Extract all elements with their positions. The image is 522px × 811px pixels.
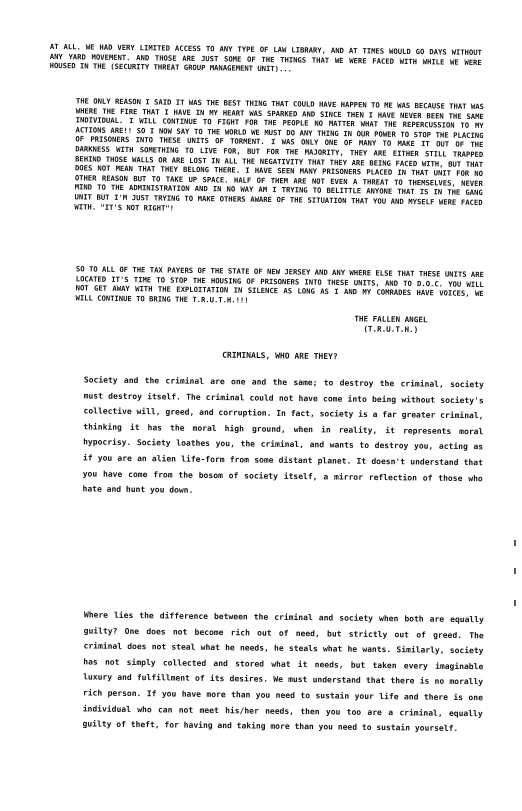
essay-paragraph [48, 372, 483, 502]
letter-paragraph-opening: AT ALL. WE HAD VERY LIMITED ACCESS TO ANY TYPE OF LAW LIBRARY, AND AT TIMES WOULD GO DAYS WITHOUT ANY YARD MOVEMENT. AND THOSE ARE JUST SOME OF THE THINGS THAT WE WERE FACED WITH WHILE WE WERE HOUSED IN THE (SECURITY THREAT GROUP MANAGEMENT UNIT)... [49, 42, 482, 74]
signature-name: THE FALLEN ANGEL [354, 314, 428, 325]
scan-margin-marks [512, 540, 518, 620]
essay-heading: CRIMINALS, WHO ARE THEY? [222, 350, 338, 362]
letter-text [48, 96, 484, 217]
letter-paragraph-reason: THE ONLY REASON I SAID IT WAS THE BEST THING THAT COULD HAVE HAPPEN TO ME WAS BECAUSE THAT WAS WHERE THE FIRE THAT I HAVE IN MY HEART WAS SPARKED AND SINCE THEN I HAVE NEVER BEEN THE SAME INDIVIDUAL. I WILL CONTINUE TO FIGHT FOR THE PEOPLE NO MATTER WHAT THE REPERCUSSION TO MY ACTIONS ARE!! SO I NOW SAY TO THE WORLD WE MUST DO ANY THING IN OUR POWER TO STOP THE PLACING OF PRISONERS INTO THESE UNITS OF TORMENT. I WAS ONLY ONE OF MANY TO MAKE IT OUT OF THE DARKNESS WITH SOMETHING TO LIVE FOR, BUT FOR THE MAJORITY, THEY ARE EITHER STILL TRAPPED BEHIND THOSE WALLS OR ARE LOST IN ALL THE NEGATIVITY THAT THEY ARE BEING FACED WITH, BUT THAT DOES NOT MEAN THAT THEY BELONG THERE. I HAVE SEEN MANY PRISONERS PLACED IN THAT UNIT FOR NO OTHER REASON BUT TO TAKE UP SPACE. HALF OF THEM ARE NOT EVEN A THREAT TO THEMSELVES, NEVER MIND TO THE ADMINISTRATION AND IN NO WAY AM I TRYING TO BELITTLE ANYONE THAT IS IN THE GANG UNIT BUT I'M JUST TRYING TO MAKE OTHERS AWARE OF THE SITUATION THAT YOU AND MYSELF WERE FACED WITH. "IT'S NOT RIGHT"! [74, 96, 484, 213]
letter-signature [336, 314, 446, 336]
essay-paragraph-society: Society and the criminal are one and the same; to destroy the criminal, society must destroy itself. The criminal could not have come into being without society's collective will, greed, and corruption. In fact, society is a far greater criminal, thinking it has the moral high ground, when in reality, it represents moral hypocrisy. Society loathes you, the criminal, and wants to destroy you, acting as if you are an alien life-form from some distant planet. It doesn't understand that you have come from the bosom of society itself, a mirror reflection of those who hate and hunt you down. [82, 375, 484, 495]
essay-paragraph-difference: Where lies the difference between the criminal and society when both are equally guilty? One does not become rich out of need, but strictly out of greed. The criminal does not steal what he needs, he steals what he wants. Similarly, society has not simply collected and stored what it needs, but taken every imaginable luxury and fulfillment of its desires. We must understand that there is no morally rich person. If you have more than you need to sustain your life and there is one individual who can not meet his/her needs, then you too are a criminal, equally guilty of theft, for having and taking more than you need to sustain yourself. [82, 610, 484, 734]
signature-tag: (T.R.U.T.H.) [363, 324, 419, 335]
essay-paragraph [48, 607, 483, 737]
letter-text [50, 42, 482, 77]
letter-paragraph-taxpayers: SO TO ALL OF THE TAX PAYERS OF THE STATE OF NEW JERSEY AND ANY WHERE ELSE THAT THESE UNITS ARE LOCATED IT'S TIME TO STOP THE HOUSING OF PRISONERS INTO THESE UNITS, AND TO D.O.C. YOU WILL NOT GET AWAY WITH THE EXPLOITATION IN SILENCE AS LONG AS I AND MY COMRADES HAVE VOICES, WE WILL CONTINUE TO BRING THE T.R.U.T.H.!!! [75, 264, 484, 305]
letter-text [49, 264, 483, 308]
